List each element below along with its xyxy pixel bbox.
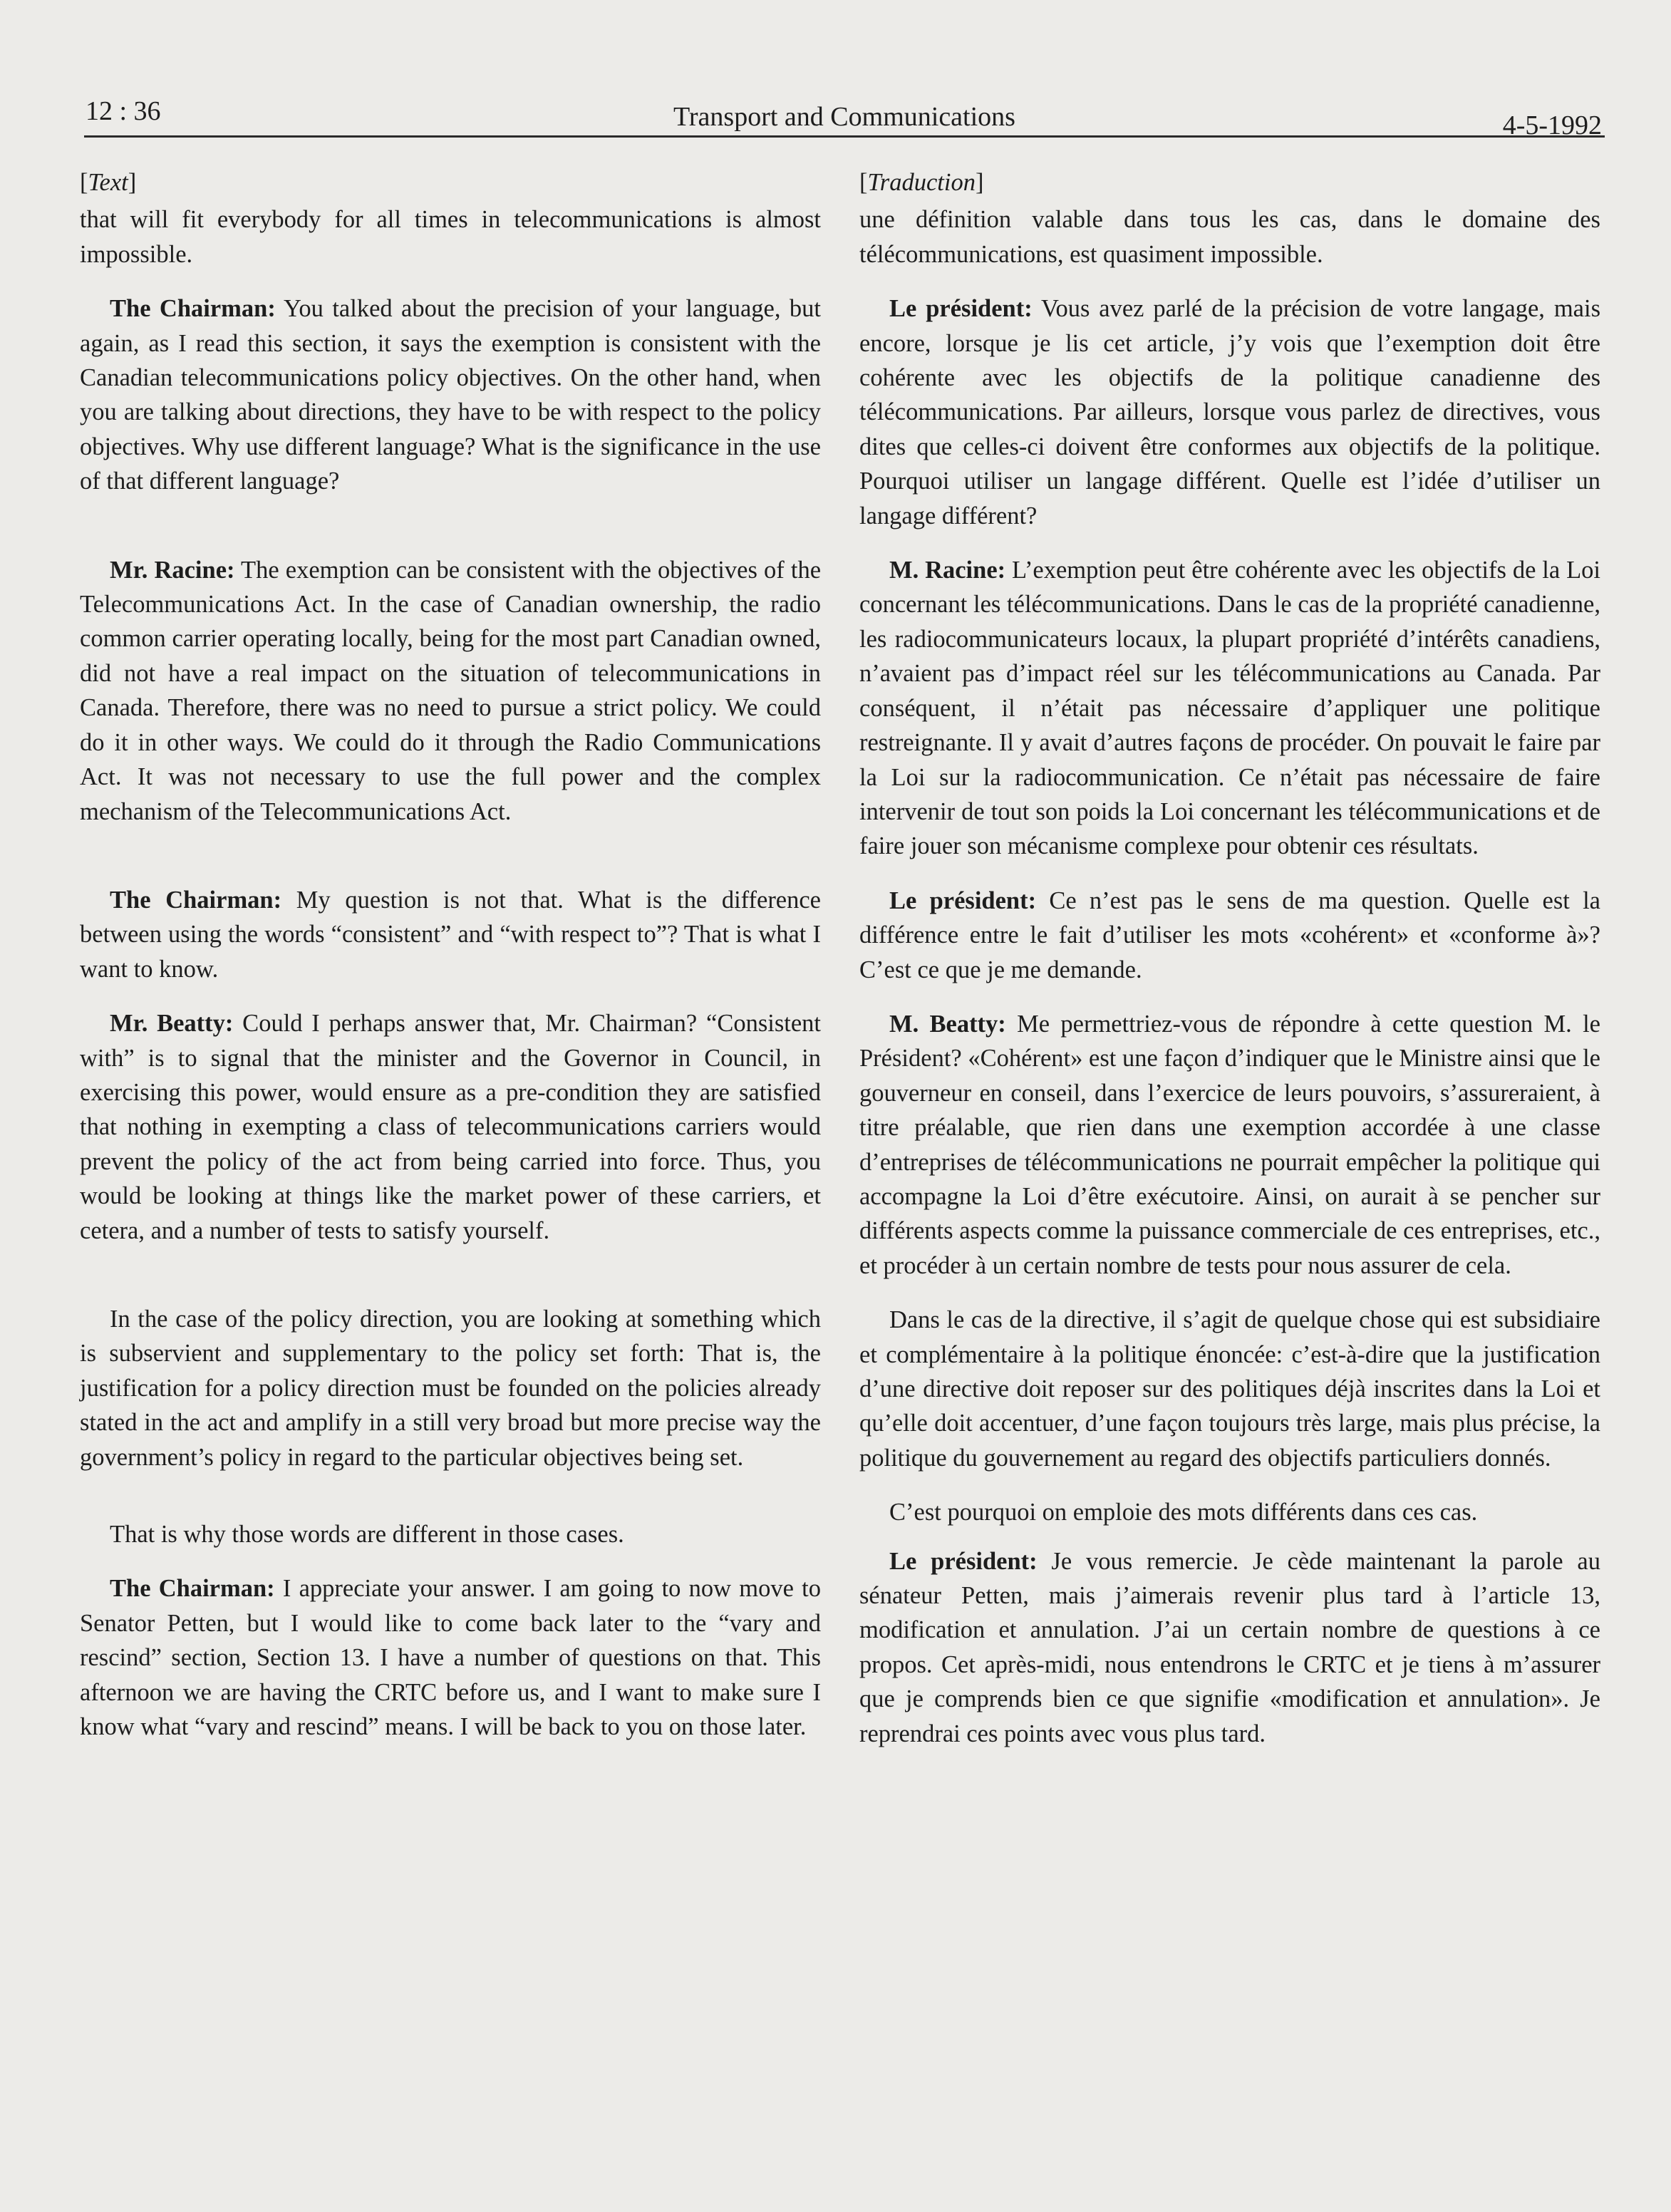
speaker-name: The Chairman: (110, 295, 276, 323)
speech-paragraph (80, 1006, 821, 1248)
speaker-name: M. Beatty: (889, 1010, 1006, 1038)
speaker-name: M. Racine: (889, 557, 1006, 584)
speech-text: The exemption can be consistent with the objectives of the Telecommunications Act. In the case of Canadian ownership, the radio common carrier operating locally, being for the most part Canadian owned, did not have a real impact on the situation of telecommunications in Canada. Therefore, there was no need to pursue a strict policy. We could do it in other ways. We could do it through the Radio Communications Act. It was not necessary to use the full power and the complex mechanism of the Telecommunications Act. (80, 556, 822, 825)
speech-text: My question is not that. What is the difference between using the words “consistent” and “with respect to”? That is what I want to know. (80, 886, 821, 983)
speaker-name: Le président: (889, 295, 1033, 323)
language-marker-text: Text (88, 169, 128, 196)
body-paragraph: That is why those words are different in those cases. (110, 1521, 624, 1548)
speech-text: I appreciate your answer. I am going to now move to Senator Petten, but I would like to come back later to the “vary and rescind” section, Section 13. I have a number of questions on that. This afternoon we are having the CRTC before us, and I want to make sure I know what “vary and rescind” means. I will be back to you on those later. (80, 1575, 821, 1741)
speaker-name: The Chairman: (110, 886, 282, 914)
speech-paragraph (80, 553, 821, 829)
page-number: 12 : 36 (86, 96, 161, 126)
speaker-name: Mr. Beatty: (110, 1010, 234, 1038)
language-marker-text: Traduction (867, 169, 976, 196)
continued-paragraph: une définition valable dans tous les cas, dans le domaine des télécommunications, est quasiment impossible. (859, 206, 1600, 268)
speech-text: Je vous remercie. Je cède maintenant la parole au sénateur Petten, mais j’aimerais revenir plus tard à l’article 13, modification et annulation. J’ai un certain nombre de questions à ce propos. Cet après-midi, nous entendrons le CRTC et je tiens à m’assurer que je comprends bien ce que signifie «modification et annulation». Je reprendrai ces points avec vous plus tard. (859, 1547, 1600, 1747)
french-column (859, 165, 1600, 1751)
speech-text: You talked about the precision of your language, but again, as I read this section, it says the exemption is consistent with the Canadian telecommunications policy objectives. On the other hand, when you are talking about directions, they have to be with respect to the policy objectives. Why use different language? What is the significance in the use of that different language? (80, 295, 821, 495)
speech-text: Ce n’est pas le sens de ma question. Quelle est la différence entre le fait d’utiliser les mots «cohérent» et «conforme à»? C’est ce que je me demande. (859, 887, 1600, 983)
speech-paragraph (80, 291, 821, 498)
speech-text: Could I perhaps answer that, Mr. Chairman? “Consistent with” is to signal that the minister and the Governor in Council, in exercising this power, would ensure as a pre-condition they are satisfied that nothing in exempting a class of telecommunications carriers would prevent the policy of the act from being carried into force. Thus, you would be looking at things like the market power of these carriers, et cetera, and a number of tests to satisfy yourself. (80, 1010, 822, 1244)
speaker-name: Mr. Racine: (110, 556, 235, 584)
running-header (84, 91, 1605, 138)
speech-paragraph (859, 1544, 1600, 1751)
language-marker: [Traduction] (859, 169, 984, 196)
speech-paragraph (859, 884, 1600, 987)
speech-paragraph (859, 1007, 1600, 1283)
continued-paragraph: that will fit everybody for all times in telecommunications is almost impossible. (80, 206, 821, 268)
speech-text: L’exemption peut être cohérente avec les objectifs de la Loi concernant les télécommunications. Dans le cas de la propriété canadienne, les radiocommunicateurs locaux, la plupart propriété d’intérêts canadiens, n’avaient pas d’impact réel sur les télécommunications au Canada. Par conséquent, il n’était pas nécessaire d’appliquer une politique restreignante. Il y avait d’autres façons de procéder. On pouvait le faire par la Loi sur la radiocommunication. Ce n’était pas nécessaire de faire intervenir de tout son poids la Loi concernant les télécommunications et de faire jouer son mécanisme complexe pour obtenir ces résultats. (859, 557, 1600, 860)
speaker-name: Le président: (889, 1547, 1038, 1575)
speaker-name: The Chairman: (110, 1575, 275, 1603)
body-paragraph: In the case of the policy direction, you are looking at something which is subservient and supplementary to the policy set forth: That is, the justification for a policy direction must be founded on the policies already stated in the act and amplify in a still very broad but more precise way the government’s policy in regard to the particular objectives being set. (80, 1305, 821, 1471)
english-column (80, 165, 821, 1744)
speech-paragraph (859, 553, 1600, 864)
header-date: 4-5-1992 (1502, 110, 1602, 140)
speech-paragraph (80, 883, 821, 986)
body-paragraph: Dans le cas de la directive, il s’agit de quelque chose qui est subsidiaire et complémentaire à la politique énoncée: c’est-à-dire que la justification d’une directive doit reposer sur des politiques déjà inscrites dans la Loi et qu’elle doit accentuer, d’une façon toujours très large, mais plus précise, la politique du gouvernement au regard des objectifs particuliers donnés. (859, 1306, 1600, 1472)
language-marker: [Text] (80, 169, 137, 196)
speech-text: Me permettriez-vous de répondre à cette question M. le Président? «Cohérent» est une façon d’indiquer que le Ministre ainsi que le gouverneur en conseil, dans l’exercice de leurs pouvoirs, s’assureraient, à titre préalable, que rien dans une exemption accordée à une classe d’entreprises de télécommunications ne pourrait empêcher la politique qui accompagne la Loi d’être exécutoire. Ainsi, on aurait à se pencher sur différents aspects comme la puissance commerciale de ces entreprises, etc., et procéder à un certain nombre de tests pour nous assurer de cela. (859, 1010, 1600, 1279)
speech-paragraph (859, 291, 1600, 533)
body-paragraph: C’est pourquoi on emploie des mots différents dans ces cas. (889, 1499, 1478, 1526)
speaker-name: Le président: (889, 887, 1037, 914)
speech-paragraph (80, 1571, 821, 1744)
running-title: Transport and Communications (673, 102, 1015, 132)
speech-text: Vous avez parlé de la précision de votre langage, mais encore, lorsque je lis cet article, j’y vois que l’exemption doit être cohérente avec les objectifs de la politique canadienne des télécommunications. Par ailleurs, lorsque vous parlez de directives, vous dites que celles-ci doivent être conformes aux objectifs de la politique. Pourquoi utiliser un langage différent. Quelle est l’idée d’utiliser un langage différent? (859, 295, 1600, 529)
